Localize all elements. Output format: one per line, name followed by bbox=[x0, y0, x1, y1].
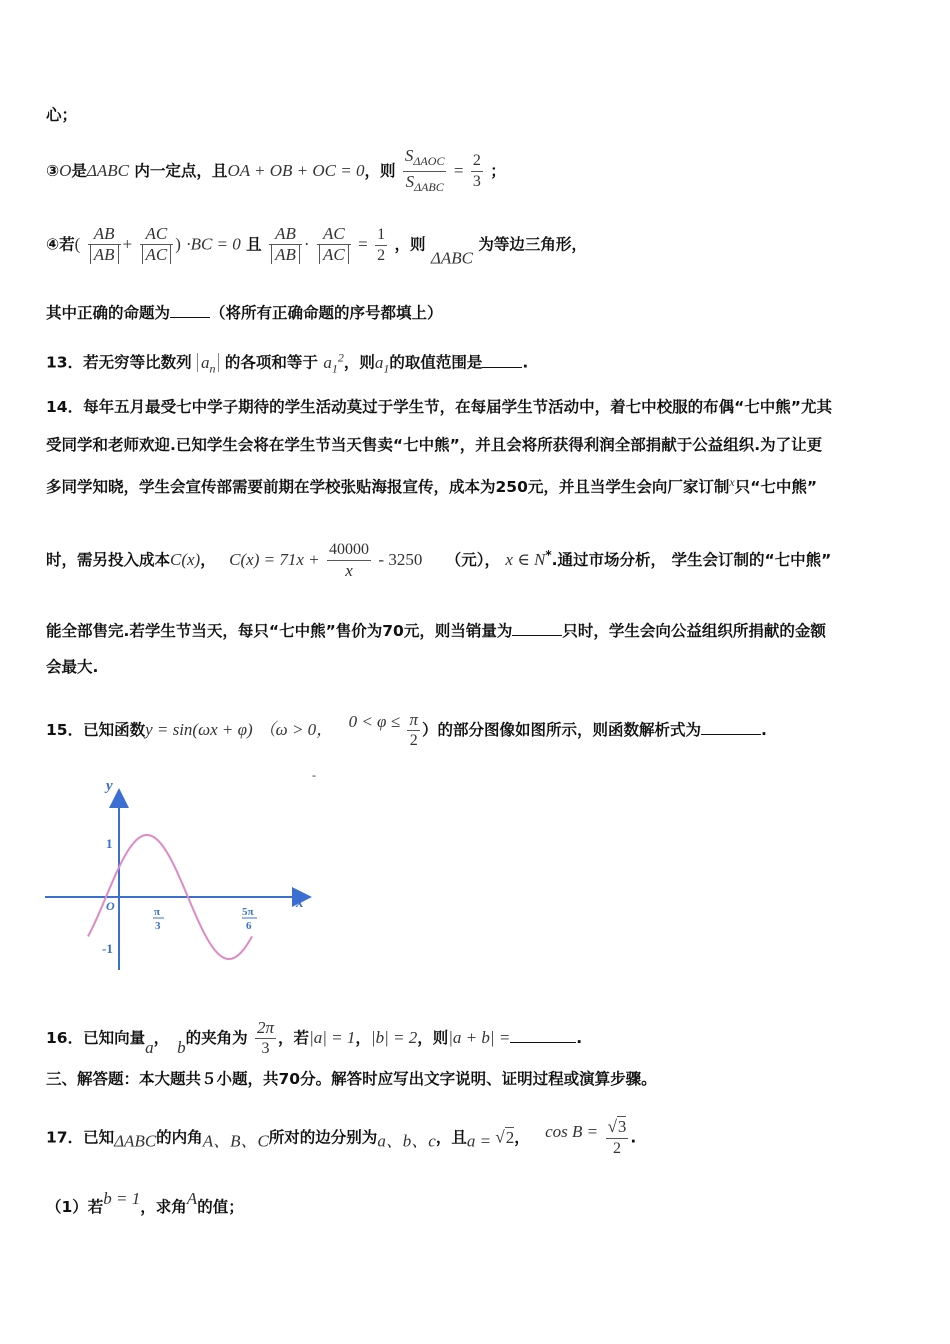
q16: 16．已知向量a， b的夹角为 $\frac{2\pi}{3}$ ，若|a| = 1，|b| = 2，则|a + b| = . bbox=[46, 1018, 583, 1057]
x-axis-label: x bbox=[296, 895, 304, 911]
q14-line-4: 时，需另投入成本C(x)， C(x) = 71x + $\frac{40000}{x}$ - 3250 （元）， x ∈ N*.通过市场分析， 学生会订制的“七中熊” bbox=[46, 541, 832, 580]
q12-answer-line: 其中正确的命题为 （将所有正确命题的序号都填上） bbox=[46, 304, 443, 322]
line-xin: 心； bbox=[46, 106, 78, 124]
q14-line-3: 多同学知晓，学生会宣传部需要前期在学校张贴海报宣传，成本为250元，并且当学生会向厂家订制$^x$只“七中熊” bbox=[46, 475, 818, 497]
tick-5pi-6-num: 5π bbox=[242, 906, 254, 918]
unit-vector-ac-2: $\frac{AC}{AC}$ bbox=[317, 224, 351, 266]
tick-5pi-6-den: 6 bbox=[246, 920, 252, 932]
tick-pi-3-num: π bbox=[154, 906, 161, 918]
q14-blank[interactable] bbox=[512, 635, 562, 636]
q13-blank[interactable] bbox=[482, 367, 522, 368]
origin-label: O bbox=[106, 899, 115, 913]
cost-fraction: $\frac{40000}{x}$ bbox=[329, 541, 370, 580]
item-3-number: ③ bbox=[46, 162, 60, 181]
q14-line-6: 会最大. bbox=[46, 658, 99, 676]
q13: 13．若无穷等比数列 $a_n$ 的各项和等于 $a_1^2$，则$a_1$的取值范围是 . bbox=[46, 350, 529, 376]
q14-line-1: 14．每年五月最受七中学子期待的学生活动莫过于学生节，在每届学生节活动中，着七中校服的布偶“七中熊”尤其 bbox=[46, 398, 832, 416]
tick-pi-3-den: 3 bbox=[155, 920, 161, 932]
unit-vector-ab-2: $\frac{AB}{AB}$ bbox=[269, 224, 302, 266]
item-3: ③O是ΔABC 内一定点，且OA + OB + OC = 0，则 $\frac{S_{\Delta AOC}}{S_{\Delta ABC}}$ = $\frac{2}{3}$ ； bbox=[46, 146, 506, 197]
vector-sum-eq: OA + OB + OC = 0 bbox=[227, 161, 365, 181]
tick-minus-1: -1 bbox=[102, 941, 113, 956]
unit-vector-ac: $\frac{AC}{AC}$ bbox=[140, 224, 174, 266]
q17: 17．已知ΔABC的内角A、B、C所对的边分别为a、b、c，且a = √2， cos B = $\frac{√3}{2}$ . bbox=[46, 1117, 637, 1157]
tick-1: 1 bbox=[106, 836, 113, 851]
y-axis-label: y bbox=[106, 778, 113, 794]
dot-value: $\frac{1}{2}$ bbox=[377, 225, 386, 264]
q12-blank[interactable] bbox=[170, 317, 210, 318]
q14-line-5: 能全部售完.若学生节当天，每只“七中熊”售价为70元，则当销量为 只时，学生会向公益组织所捐献的金额 bbox=[46, 622, 826, 640]
section-3-heading: 三、解答题：本大题共５小题，共70分。解答时应写出文字说明、证明过程或演算步骤。 bbox=[46, 1070, 657, 1088]
q14-line-2: 受同学和老师欢迎.已知学生会将在学生节当天售卖“七中熊”，并且会将所获得利润全部捐献于公益组织.为了让更 bbox=[46, 436, 823, 454]
area-ratio: $\frac{S_{\Delta AOC}}{S_{\Delta ABC}}$ bbox=[404, 146, 445, 195]
q15: 15．已知函数y = sin(ωx + φ) （ω > 0， 0 < φ ≤ $\frac{\pi}{2}$ ）的部分图像如图所示，则函数解析式为 . bbox=[46, 710, 767, 749]
item-4-number: ④ bbox=[46, 235, 60, 254]
q15-blank[interactable] bbox=[701, 734, 761, 735]
q16-blank[interactable] bbox=[510, 1042, 576, 1043]
sine-graph bbox=[40, 770, 330, 980]
stray-dash: - bbox=[312, 770, 316, 782]
ratio-value: $\frac{2}{3}$ bbox=[472, 152, 481, 191]
unit-vector-ab: $\frac{AB}{AB}$ bbox=[88, 224, 121, 266]
item-4: ④若( $\frac{AB}{AB}$ + $\frac{AC}{AC}$ ) ·BC = 0 且 $\frac{AB}{AB}$ · $\frac{AC}{AC}$ = $\frac{1}{2}$ ，则 ΔABC 为等边三角形， bbox=[46, 224, 587, 268]
q17-part-1: （1）若b = 1，求角A的值； bbox=[46, 1189, 244, 1216]
